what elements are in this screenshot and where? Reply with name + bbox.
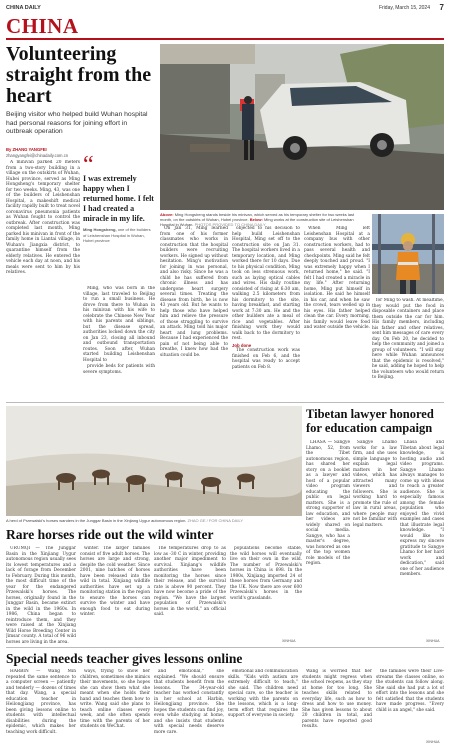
- photo-credit-horses: ZHAO GE / FOR CHINA DAILY: [187, 518, 244, 523]
- caption-text-below: Ming works at the construction site of Leishenshan Hospital in Wuhan.: [160, 217, 354, 227]
- main-deck: Beijing visitor who helped build Wuhan hospital had personal reasons for joining effort in outbreak operation: [6, 111, 148, 135]
- teacher-text: and emotional," she explained. "We should ensure that students benefit from the lessons. The 34-year-old teacher has worked constantly in her school at Harbin, Heilongjiang province. She hopes the students can find joy, even while studying at home, and she insists that students with special needs deserve more care.: [154, 669, 224, 735]
- quote-mark-icon: “: [83, 152, 94, 178]
- photo-caption-horses: [6, 518, 302, 523]
- byline-email: zhangyangfei@chinadaily.com.cn: [6, 152, 69, 158]
- photo-credit: PHOTOS PROVIDED TO CHINA DAILY: [194, 222, 266, 227]
- quote-attribution: [83, 227, 155, 244]
- tibet-headline: Tibetan lawyer honored for education campaign: [306, 407, 434, 435]
- teacher-text: Wang is worried that her students might regress when the school reopens, as they stay at home for too long. She teaches skills related to everyday life, such as how to dress and how to use money. She has given lessons to about 20 children in total, and parents have reported good results.: [302, 669, 372, 729]
- photo-minivan-image: [160, 44, 444, 210]
- issue-date: Friday, March 15, 2024: [378, 5, 430, 11]
- main-story-text: for Ming to wash. At mealtime, they would put the food in disposable containers and place them outside the car for him. His family members, including his father and other relatives, sent him messages of care every day. On Feb 20, he decided to help the community and joined a group of volunteers. "I will stay here while Wuhan announces that the epidemic is resolved," he said, adding he hoped to help the volunteers who would return to Beijing.: [372, 298, 444, 380]
- horses-text: URUMQI — The Junggar Basin in the Xinjiang Uygur autonomous region usually sees its lowest temperatures and a lack of forage from December to February. During this month, the most difficult time of the year for the endangered Przewalski's horses. The horses, originally found in the Junggar Basin, became extinct in the wild in the 1960s. In 1986, China began to reintroduce them, and they were raised at the Xinjiang Wild Horse Breeding Center in Jimsar county. A total of 96 wild horses are living in the area.: [6, 546, 76, 644]
- teacher-text: HARBIN — Wang Min repeated the same sentence to a computer screen — patiently and tenderly — dozens of times that day. Wang, a special education teacher in Heilongjiang province, has been giving lessons online to students with intellectual disabilities during the epidemic, which makes her teaching work difficult.: [6, 669, 76, 735]
- section-title: CHINA: [6, 14, 79, 38]
- main-headline: Volunteering straight from the heart: [6, 43, 152, 107]
- tibet-text: LHASA — Sangye Lhamo, 52, from the Tibet autonomous region, has shared her story on a booklet as a lawyer and host of a popular video program educating the public on legal matters. She is a strong supporter of law education, and her videos are widely shared on social media. Sangye, who has a master's degree, was honored as one of the top women role models of the region.: [306, 440, 350, 566]
- pull-quote: [83, 152, 155, 244]
- horses-headline: Rare horses ride out the wild winter: [6, 527, 214, 542]
- caption-label-above: Above:: [160, 212, 174, 217]
- main-story-text: objected to his decision to help build Leishenshan Hospital, Ming set off to the construction site on Jan 31. The hospital workers lived in a temporary location, and Ming worked there for 10 days. Due to his physical condition, Ming took on less strenuous work, such as laying optical cables and wires. His daily routine consisted of rising at 6:30 am, walking 2.5 kilometers from his dormitory to the site, having breakfast, and starting work at 7:30 am. He and the other builders ate a meal of rice and vegetables. After finishing work they would walk back to the dormitory to rest.: [232, 226, 300, 341]
- teacher-col-3: [154, 669, 224, 745]
- main-story-col-2: [83, 286, 155, 398]
- teacher-col-2: [80, 669, 150, 745]
- tibet-byline: XINHUA: [426, 639, 440, 643]
- byline-author: By ZHANG YANGFEI: [6, 147, 47, 152]
- divider-rule: [6, 402, 444, 403]
- photo-worker-image: [372, 214, 444, 294]
- main-story-text: A minivan parked 20 meters from a two-story building in a village on the outskirts of Wuhan, Hubei province, served as Ming Hongsheng's temporary shelter for two weeks. Ming, 43, was one of the builders of Leishenshan Hospital, a makeshift medical facility rapidly built to treat novel coronavirus pneumonia patients as Wuhan fought to control the outbreak. After construction was completed last month, Ming parked his minivan in front of the family home in Liantai village, in Wuhan's Jiangxia district, to quarantine himself from the elderly relatives. He entered the vehicle each day at noon, and his meals were sent to him by his relatives.: [6, 160, 80, 275]
- main-story-text: On Jan 31, Ming learned from one of his former classmates who works in construction that the hospital builders were recruiting workers. He signed up without hesitation. Ming's motivation for joining in was personal, and also risky. Since he was a child he has suffered from chronic illness and has undergone heart surgery several times. Treating the disease from birth, he is now 43 years old. But he wants to help those who have helped him and relieve the pressure of those struggling to survive an attack. Ming told his major heart and lung problems. Because I had experienced the pain of not being able to breathe, I knew how bad the situation could be.: [160, 226, 228, 358]
- horses-text: The temperatures drop to as low as -30 C in winter, providing another major impediment to survival. Xinjiang's wildlife authorities have been monitoring the horses since their release, and the survival rate is above 90 percent. They have now become a pride of the region. "We have the largest population of Przewalski's horses in the world," an official said.: [154, 546, 226, 617]
- section-divider: [6, 38, 444, 40]
- photo-construction-worker: [372, 214, 444, 294]
- teacher-col-1: [6, 669, 76, 745]
- horses-col-1: [6, 546, 76, 644]
- tibet-text: Sangye Lhamo works for a law firm, and she uses simple language to explain legal matters in her videos, which has attracted many viewers and followers. She is working hard to promote the rule of law in rural areas, where people may not be familiar with legal matters.: [353, 440, 397, 528]
- horses-col-3: [154, 546, 226, 644]
- teacher-col-4: [228, 669, 298, 745]
- tibet-col-3: [400, 440, 444, 638]
- quote-text: I was extremely happy when I returned home. I felt I had created a miracle in my life.: [83, 174, 154, 223]
- photo-minivan: [160, 44, 444, 210]
- tibet-col-2: [353, 440, 397, 644]
- teacher-headline: Special needs teacher gives lessons online: [6, 651, 243, 666]
- quote-attribution-name: Ming Hongsheng,: [83, 227, 117, 232]
- main-story-col-5: [304, 226, 370, 398]
- publication-name: CHINA DAILY: [6, 5, 41, 11]
- tibet-col-1: [306, 440, 350, 644]
- main-story-col-6: [372, 298, 444, 398]
- teacher-col-5: [302, 669, 372, 745]
- caption-text-above: Ming Hongsheng stands beside his minivan, which served as his temporary shelter for two weeks last month, on the outskirts of Wuhan, Hubei province.: [160, 212, 355, 222]
- teacher-text: emotional and communication skills. "Kids with autism are extremely difficult to teach," she said. The children need special care, so the teacher is working with the parents on the lessons, which is a long-term effort that requires the support of everyone in society.: [228, 669, 298, 718]
- horses-col-4: [230, 546, 302, 638]
- main-story-text: When Ming left Leishenshan Hospital at a company bus with other construction workers, had to pass several health and checkpoints. Ming said he felt deeply touched and proud. "I was extremely happy when I returned home," he said. "I felt I had created a miracle in my life." After returning home, Ming put himself in isolation. He said he himself in his car, and when he saw the crowd, tears welled up in his eyes. His father helped clean the car. Every morning, his family would leave food and water outside the vehicle.: [304, 226, 370, 330]
- horses-byline: XINHUA: [282, 639, 296, 643]
- main-story-text: provide beds for patients with severe symptoms.: [83, 364, 155, 375]
- main-story-col-4: [232, 226, 300, 398]
- page-number: 7: [439, 3, 444, 12]
- caption-text-horses: A herd of Przewalski's horses wanders in the Junggar Basin in the Xinjiang Uygur autonomous region.: [6, 518, 187, 523]
- teacher-text: ways, trying to show her children, sometimes she mimics their movements, so she hopes she can show them what she meant when she holds their hand and teaches them how to write. Wang said she plans to teach online classes every week, and she often spends time with the parents of her students on WeChat.: [80, 669, 150, 729]
- photo-horses-image: [6, 406, 302, 516]
- divider-rule-bottom: [6, 647, 444, 648]
- quote-attribution-text: one of the builders of Leishenshan Hospital in Wuhan, Hubei province: [83, 227, 151, 243]
- photo-caption-top: [160, 212, 366, 227]
- subhead-job-done: Job done: [232, 342, 252, 348]
- horses-col-2: [80, 546, 150, 644]
- teacher-col-6: [376, 669, 444, 739]
- teacher-byline: XINHUA: [426, 740, 440, 744]
- main-story-text: Ming, who was born in the village, last traveled to Beijing to run a small business. He drove from there to Wuhan in his minivan with his wife to celebrate the Chinese New Year with his parents and siblings, but the disease spread, authorities locked down the city on Jan 23, closing all inbound and outbound transportation routes. Soon after, Wuhan started building Leishenshan Hospital to: [83, 286, 155, 363]
- horses-text: populations become stable, the wild horses will eventually live on their own in the wild. The number of Przewalski's horses in China is 698. In the 1980s, Xinjiang imported 24 of these horses from Germany and the UK. Now there are over 600 Przewalski's horses in the world's grasslands.: [230, 546, 302, 601]
- masthead: [6, 3, 444, 13]
- teacher-text: the families were their Live-streams the classes online, so the students can follow along. She said she had put a lot of effort into the lessons and she felt satisfied that the students have made progress. "Every child is an angel," she said.: [376, 669, 444, 713]
- photo-horses: [6, 406, 302, 516]
- horses-text: winter. The larger families consist of five adult horses. The horses are large and strong, despite the cold weather. Since 2001, nine batches of horses have been released into the wild in total. Xinjiang wildlife authorities have set up a monitoring station in the region to ensure the horses can survive the winter and have enough food to eat during winter.: [80, 546, 150, 617]
- caption-label-below: Below:: [249, 217, 263, 222]
- main-story-text: The construction work was finished on Feb 6, and the hospital was ready to accept patients on Feb 8.: [232, 348, 300, 370]
- main-story-col-3: [160, 226, 228, 398]
- main-story-col-1: [6, 160, 80, 398]
- tibet-text: Lhasa and Tibetan about legal knowledge, is hosting audio and video programs. Sangye Lhamo always manages to come up with ideas to reach a greater audience. She is especially famous among the female population who enjoyed the vivid examples and cases that illustrate legal knowledge. "I would like to express my sincere gratitude to Sangye Lhamo for her hard work and dedication," said one of her audience members.: [400, 440, 444, 577]
